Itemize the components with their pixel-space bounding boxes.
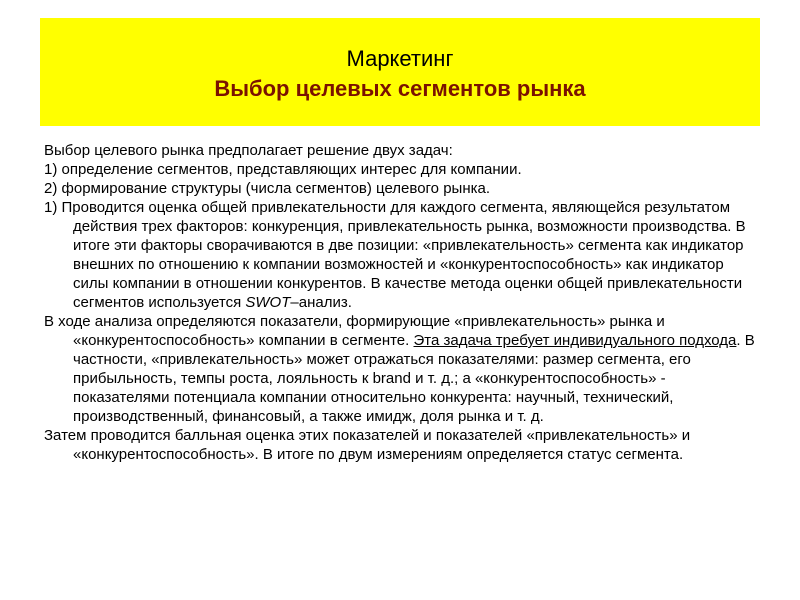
paragraph-task-1: 1) определение сегментов, представляющих интерес для компании. — [44, 161, 522, 178]
slide-title: Маркетинг — [346, 46, 454, 71]
assessment-text: 1) Проводится оценка общей привлекательности для каждого сегмента, являющейся результатом действия трех факторов: конкуренция, привлекательность рынка, возможности производства. В итоге эти факторы сворачиваются в две позиции: «привлекательность» сегмента как индикатор внешних по отношению к компании возможностей и «конкурентоспособность» как индикатор силы компании в отношении конкурентов. В качестве метода оценки общей привлекательности сегментов используется — [44, 199, 746, 311]
analysis-text: В ходе анализа определяются показатели, формирующие «привлекательность» рынка и «конкурентоспособность» компании в сегменте. — [44, 313, 665, 349]
title-banner — [40, 18, 760, 126]
swot-term: SWOT — [245, 294, 291, 311]
slide-body — [44, 141, 759, 464]
underlined-phrase: Эта задача требует индивидуального подхода — [413, 332, 737, 349]
paragraph-assessment — [44, 198, 759, 312]
analysis-text-end: . В частности, «привлекательность» может отражаться показателями: размер сегмента, его прибыльность, темпы роста, лояльность к brand и т. д.; а «конкурентоспособность» - показателями потенциала компании относительно конкурента: научный, технический, производственный, финансовый, а также имидж, доля рынка и т. д. — [73, 332, 755, 425]
paragraph-task-2: 2) формирование структуры (числа сегментов) целевого рынка. — [44, 180, 491, 197]
paragraph-intro: Выбор целевого рынка предполагает решение двух задач: — [44, 142, 453, 159]
paragraph-scoring: Затем проводится балльная оценка этих показателей и показателей «привлекательность» и «конкурентоспособность». В итоге по двум измерениям определяется статус сегмента. — [44, 427, 691, 463]
assessment-text-end: –анализ. — [290, 294, 352, 311]
slide-subtitle: Выбор целевых сегментов рынка — [214, 76, 586, 101]
paragraph-analysis — [44, 312, 759, 426]
